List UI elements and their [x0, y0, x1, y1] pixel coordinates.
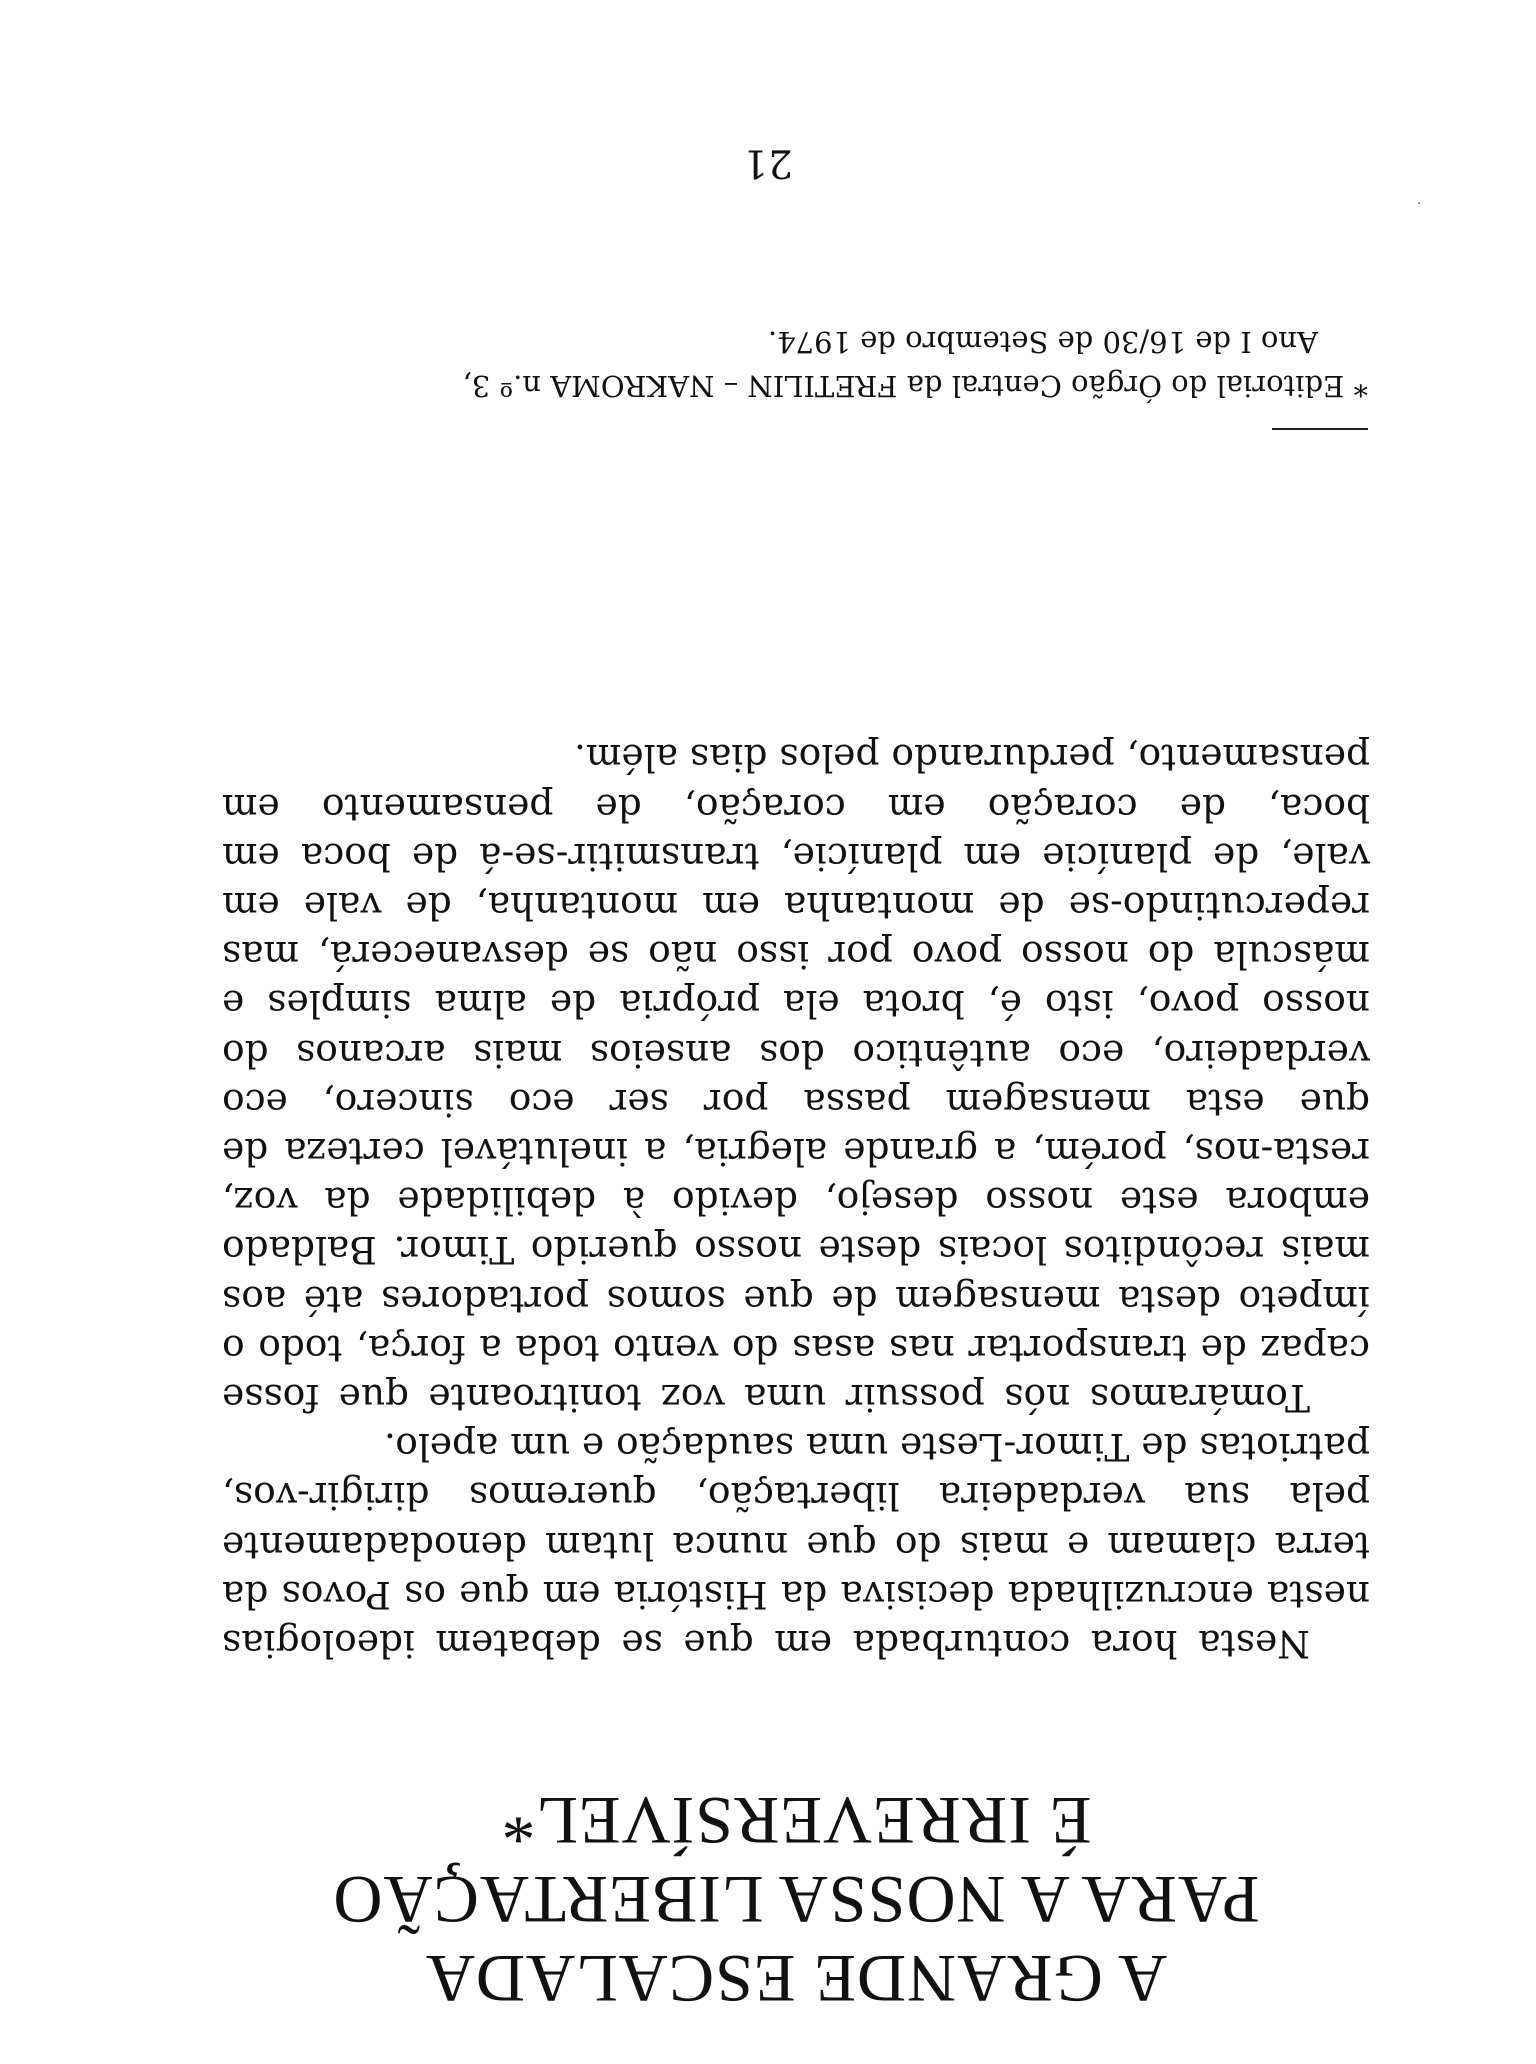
title-line-3: É IRREVERSÍVEL* [500, 1783, 1092, 1859]
page-title [286, 1781, 1306, 2018]
paragraph-2: Tomáramos nós possuir uma voz tonitroante que fosse capaz de transportar nas asas do vento toda a força, todo o ímpeto desta mensagem de que somos portadores até aos mais recônditos locais deste nosso querido Timor. Baldado embora este nosso desejo, devido à debilidade da voz, resta-nos, porém, a grande alegria, a inelutável certeza de que esta mensagem passa por ser eco sincero, eco verdadeiro, eco autêntico dos anseios mais arcanos do nosso povo, isto é, brota ela própria de alma simples e máscula do nosso povo por isso não se desvanecerá, mas repercutindo-se de montanha em montanha, de vale em vale, de planície em planície, transmitir-se-á de boca em boca, de coração em coração, de pensamento em pensamento, perdurando pelos dias além. [222, 736, 1370, 1420]
footnote-line-1: * Editorial do Órgão Central da FRETILIN – NAKROMA n.º 3, [462, 369, 1368, 403]
footnote [222, 320, 1368, 408]
footnote-line-2: Ano I de 16/30 de Setembro de 1974. [767, 325, 1318, 359]
body-text [222, 733, 1370, 1668]
scan-speck [1418, 202, 1420, 204]
page-number: 21 [743, 140, 793, 185]
paragraph-1: Nesta hora conturbada em que se debatem ideologias nesta encruzilhada decisiva da História em que os Povos da terra clamam e mais do que nunca lutam denodadamente pela sua verdadeira libertação, queremos dirigir-vos, patriotas de Timor-Leste uma saudação e um apelo. [222, 1425, 1370, 1666]
title-line-1: A GRANDE ESCALADA [424, 1941, 1168, 2017]
footnote-divider [1272, 428, 1368, 430]
title-line-2: PARA A NOSSA LIBERTAÇÃO [332, 1862, 1260, 1938]
